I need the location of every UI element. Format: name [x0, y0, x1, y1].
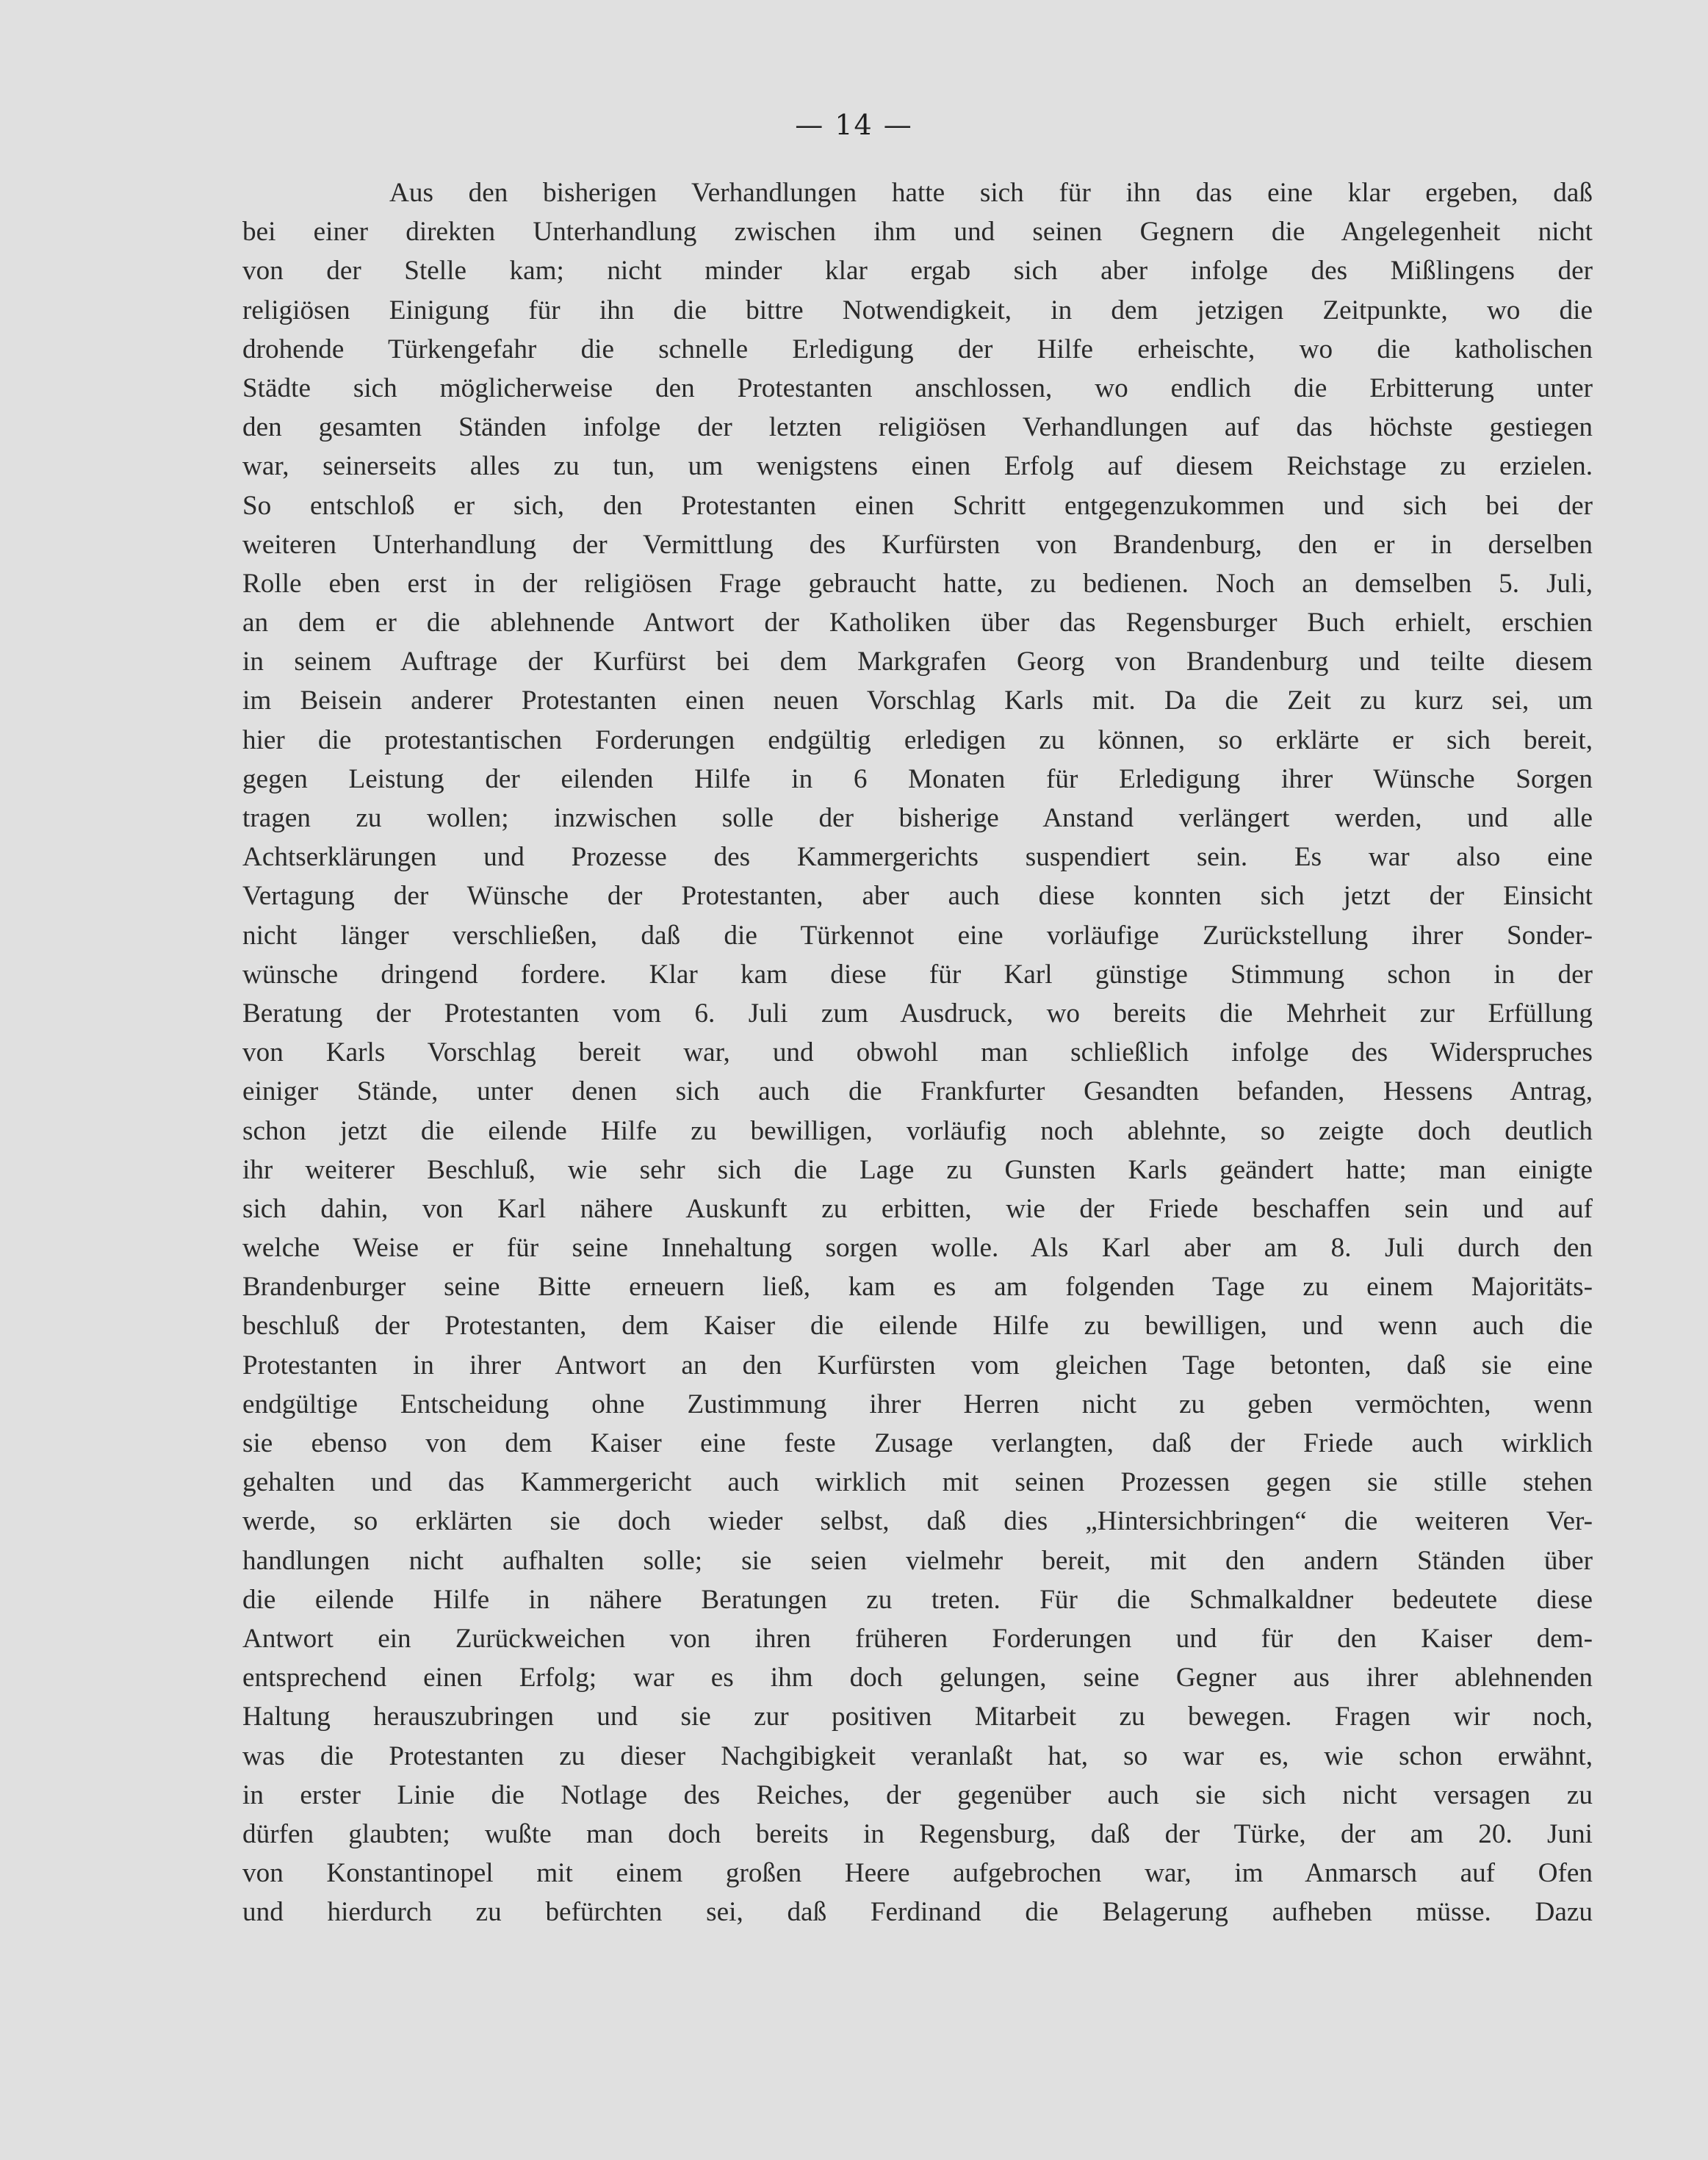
text-line: von der Stelle kam; nicht minder klar ergab sich aber infolge des Mißlingens der: [242, 256, 1593, 287]
text-line: sich dahin, von Karl nähere Auskunft zu erbitten, wie der Friede beschaffen sein und auf: [242, 1193, 1593, 1224]
text-line: von Konstantinopel mit einem großen Heere aufgebrochen war, im Anmarsch auf Ofen: [242, 1858, 1593, 1889]
body-paragraph: [242, 173, 1593, 1932]
text-line: Rolle eben erst in der religiösen Frage gebraucht hatte, zu bedienen. Noch an demselben 5. Juli,: [242, 568, 1593, 599]
text-line: drohende Türkengefahr die schnelle Erledigung der Hilfe erheischte, wo die katholischen: [242, 334, 1593, 364]
text-line: weiteren Unterhandlung der Vermittlung des Kurfürsten von Brandenburg, den er in derselben: [242, 529, 1593, 560]
text-line: religiösen Einigung für ihn die bittre Notwendigkeit, in dem jetzigen Zeitpunkte, wo die: [242, 295, 1593, 325]
text-line: von Karls Vorschlag bereit war, und obwohl man schließlich infolge des Widerspruches: [242, 1037, 1593, 1068]
text-line: einiger Stände, unter denen sich auch die Frankfurter Gesandten befanden, Hessens Antrag,: [242, 1076, 1593, 1107]
text-line: Beratung der Protestanten vom 6. Juli zum Ausdruck, wo bereits die Mehrheit zur Erfüllung: [242, 998, 1593, 1029]
text-line: Haltung herauszubringen und sie zur positiven Mitarbeit zu bewegen. Fragen wir noch,: [242, 1702, 1593, 1732]
text-line: was die Protestanten zu dieser Nachgibigkeit veranlaßt hat, so war es, wie schon erwähnt,: [242, 1740, 1593, 1771]
text-line: gegen Leistung der eilenden Hilfe in 6 Monaten für Erledigung ihrer Wünsche Sorgen: [242, 763, 1593, 794]
text-line: in seinem Auftrage der Kurfürst bei dem Markgrafen Georg von Brandenburg und teilte diesem: [242, 647, 1593, 677]
text-line: dürfen glaubten; wußte man doch bereits in Regensburg, daß der Türke, der am 20. Juni: [242, 1818, 1593, 1849]
text-line: und hierdurch zu befürchten sei, daß Ferdinand die Belagerung aufheben müsse. Dazu: [242, 1897, 1593, 1928]
text-line: endgültige Entscheidung ohne Zustimmung ihrer Herren nicht zu geben vermöchten, wenn: [242, 1389, 1593, 1419]
text-line: im Beisein anderer Protestanten einen neuen Vorschlag Karls mit. Da die Zeit zu kurz sei, um: [242, 685, 1593, 716]
text-line: schon jetzt die eilende Hilfe zu bewilligen, vorläufig noch ablehnte, so zeigte doch deutlich: [242, 1115, 1593, 1146]
text-line: hier die protestantischen Forderungen endgültig erledigen zu können, so erklärte er sich bereit,: [242, 724, 1593, 755]
text-line: war, seinerseits alles zu tun, um wenigstens einen Erfolg auf diesem Reichstage zu erzielen.: [242, 451, 1593, 482]
text-line: die eilende Hilfe in nähere Beratungen zu treten. Für die Schmalkaldner bedeutete diese: [242, 1584, 1593, 1615]
text-line: den gesamten Ständen infolge der letzten religiösen Verhandlungen auf das höchste gestiegen: [242, 412, 1593, 443]
text-line: sie ebenso von dem Kaiser eine feste Zusage verlangten, daß der Friede auch wirklich: [242, 1428, 1593, 1458]
text-line: nicht länger verschließen, daß die Türkennot eine vorläufige Zurückstellung ihrer Sonder-: [242, 920, 1593, 951]
text-line: Vertagung der Wünsche der Protestanten, aber auch diese konnten sich jetzt der Einsicht: [242, 881, 1593, 912]
text-line: ihr weiterer Beschluß, wie sehr sich die Lage zu Gunsten Karls geändert hatte; man einigte: [242, 1154, 1593, 1185]
text-line: entsprechend einen Erfolg; war es ihm doch gelungen, seine Gegner aus ihrer ablehnenden: [242, 1663, 1593, 1693]
text-line: tragen zu wollen; inzwischen solle der bisherige Anstand verlängert werden, und alle: [242, 803, 1593, 833]
text-line: bei einer direkten Unterhandlung zwischen ihm und seinen Gegnern die Angelegenheit nicht: [242, 217, 1593, 248]
text-line: Antwort ein Zurückweichen von ihren früheren Forderungen und für den Kaiser dem-: [242, 1623, 1593, 1654]
text-line: beschluß der Protestanten, dem Kaiser die eilende Hilfe zu bewilligen, und wenn auch die: [242, 1311, 1593, 1342]
text-line: Aus den bisherigen Verhandlungen hatte sich für ihn das eine klar ergeben, daß: [389, 178, 1593, 208]
text-line: werde, so erklärten sie doch wieder selbst, daß dies „Hintersichbringen“ die weiteren Ver-: [242, 1506, 1593, 1537]
text-line: Städte sich möglicherweise den Protestanten anschlossen, wo endlich die Erbitterung unter: [242, 372, 1593, 403]
text-line: wünsche dringend fordere. Klar kam diese für Karl günstige Stimmung schon in der: [242, 959, 1593, 990]
text-line: Brandenburger seine Bitte erneuern ließ, kam es am folgenden Tage zu einem Majoritäts-: [242, 1272, 1593, 1303]
text-line: Achtserklärungen und Prozesse des Kammergerichts suspendiert sein. Es war also eine: [242, 842, 1593, 873]
page-number: — 14 —: [795, 109, 913, 141]
text-line: welche Weise er für seine Innehaltung sorgen wolle. Als Karl aber am 8. Juli durch den: [242, 1233, 1593, 1264]
text-line: in erster Linie die Notlage des Reiches, der gegenüber auch sie sich nicht versagen zu: [242, 1779, 1593, 1810]
text-line: an dem er die ablehnende Antwort der Katholiken über das Regensburger Buch erhielt, erschien: [242, 608, 1593, 638]
text-line: gehalten und das Kammergericht auch wirklich mit seinen Prozessen gegen sie stille stehen: [242, 1467, 1593, 1498]
text-line: handlungen nicht aufhalten solle; sie seien vielmehr bereit, mit den andern Ständen über: [242, 1545, 1593, 1576]
text-line: So entschloß er sich, den Protestanten einen Schritt entgegenzukommen und sich bei der: [242, 490, 1593, 521]
text-line: Protestanten in ihrer Antwort an den Kurfürsten vom gleichen Tage betonten, daß sie eine: [242, 1350, 1593, 1380]
